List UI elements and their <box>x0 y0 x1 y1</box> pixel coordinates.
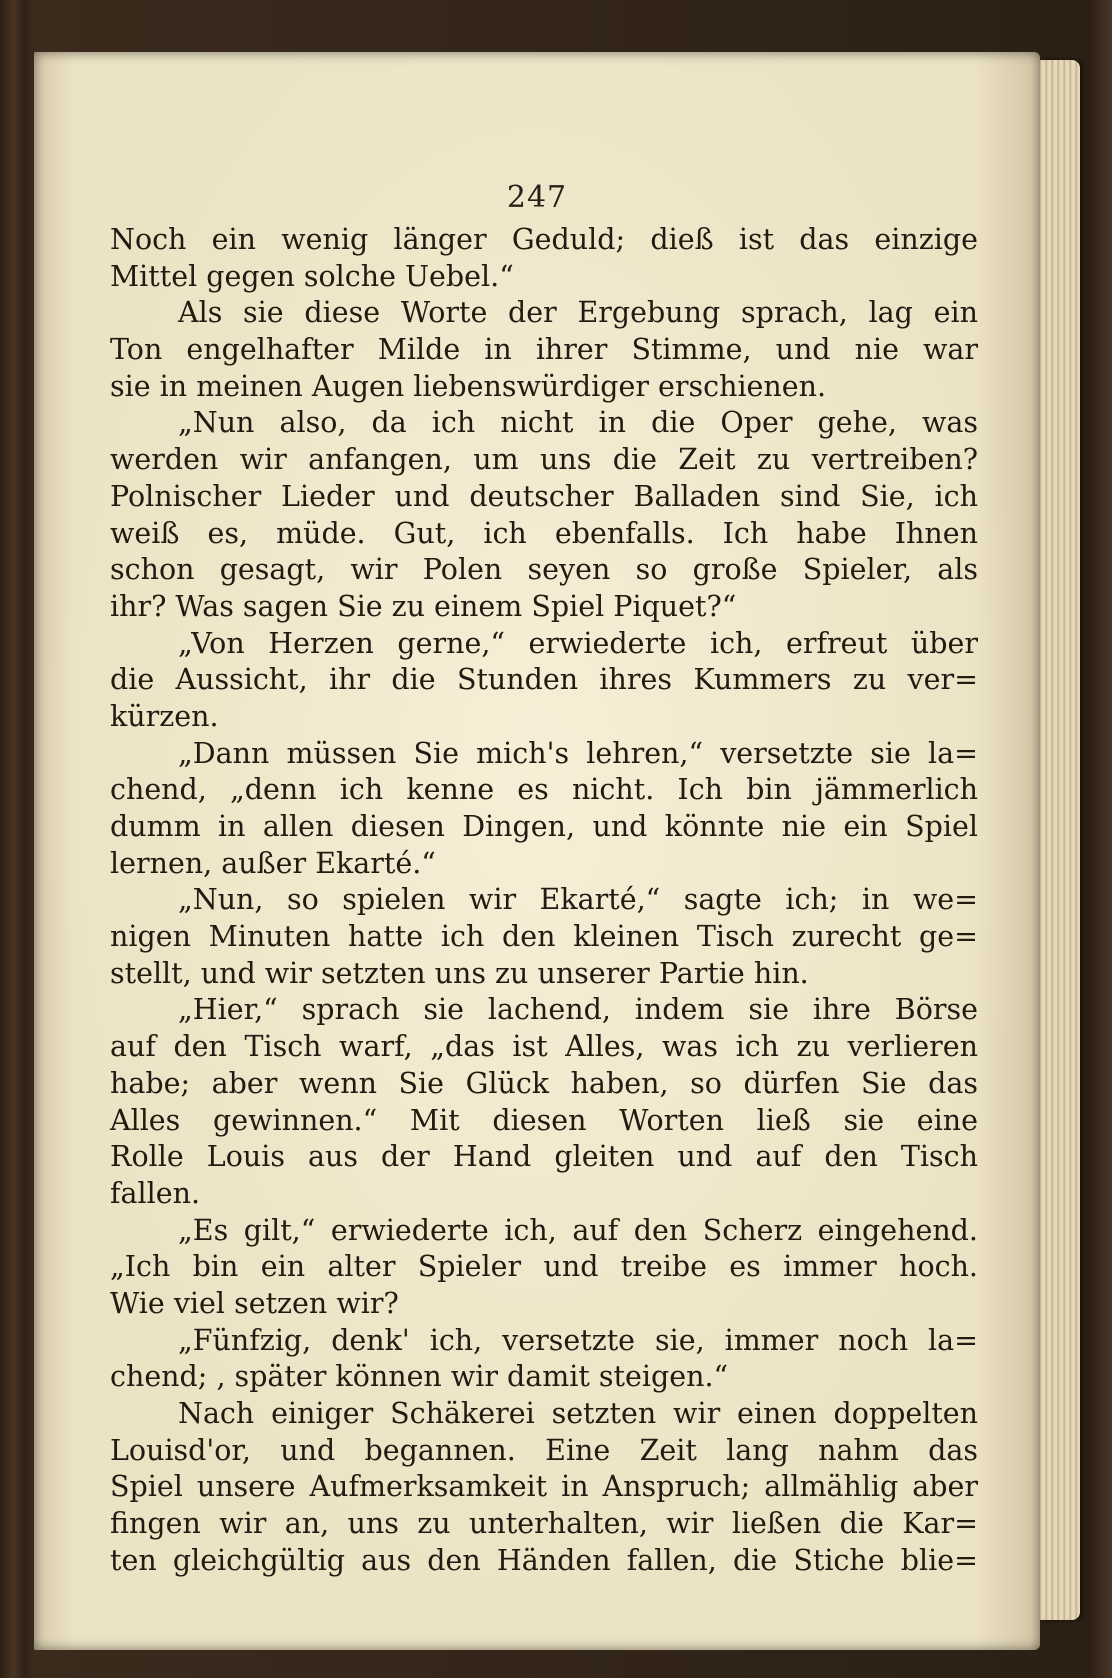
page-number: 247 <box>506 180 568 215</box>
text-line: auf den Tisch warf, „das ist Alles, was ich zu verlieren <box>110 1030 978 1064</box>
text-line: chend, „denn ich kenne es nicht. Ich bin jämmerlich <box>110 773 978 807</box>
text-line: „Fünfzig, denk' ich, versetzte sie, immer noch la= <box>178 1323 978 1357</box>
text-line: dumm in allen diesen Dingen, und könnte nie ein Spiel <box>110 810 978 843</box>
text-line: Polnischer Lieder und deutscher Balladen sind Sie, ich <box>110 479 978 513</box>
text-line: „Von Herzen gerne,“ erwiederte ich, erfreut über <box>178 626 978 660</box>
text-line: kürzen. <box>110 699 219 733</box>
text-line: „Hier,“ sprach sie lachend, indem sie ihre Börse <box>178 993 978 1027</box>
text-line: ten gleichgültig aus den Händen fallen, die Stiche blie= <box>110 1543 978 1577</box>
text-line: Alles gewinnen.“ Mit diesen Worten ließ sie eine <box>110 1103 978 1137</box>
book-page <box>34 52 1040 1650</box>
text-line: „Es gilt,“ erwiederte ich, auf den Scherz eingehend. <box>178 1213 978 1247</box>
text-line: Spiel unsere Aufmerksamkeit in Anspruch; allmählig aber <box>110 1470 978 1504</box>
text-line: „Nun, so spielen wir Ekarté,“ sagte ich; in we= <box>178 883 978 917</box>
text-line: Ton engelhafter Milde in ihrer Stimme, und nie war <box>110 333 978 367</box>
text-line: weiß es, müde. Gut, ich ebenfalls. Ich habe Ihnen <box>110 516 978 550</box>
text-line: Louisd'or, und begannen. Eine Zeit lang nahm das <box>110 1433 978 1467</box>
text-line: Wie viel setzen wir? <box>110 1286 399 1320</box>
text-line: Nach einiger Schäkerei setzten wir einen doppelten <box>178 1397 978 1430</box>
text-line: chend; , später können wir damit steigen.“ <box>110 1360 729 1394</box>
text-line: „Nun also, da ich nicht in die Oper gehe, was <box>178 406 978 440</box>
text-line: lernen, außer Ekarté.“ <box>110 846 436 880</box>
text-line: stellt, und wir setzten uns zu unserer Partie hin. <box>110 956 809 990</box>
text-line: „Ich bin ein alter Spieler und treibe es immer hoch. <box>110 1250 978 1284</box>
text-line: habe; aber wenn Sie Glück haben, so dürfen Sie das <box>110 1066 978 1100</box>
text-line: fingen wir an, uns zu unterhalten, wir ließen die Kar= <box>110 1507 978 1541</box>
text-line: „Dann müssen Sie mich's lehren,“ versetzte sie la= <box>178 736 978 770</box>
text-line: schon gesagt, wir Polen seyen so große Spieler, als <box>110 553 978 587</box>
text-line: die Aussicht, ihr die Stunden ihres Kummers zu ver= <box>110 663 978 697</box>
text-line: ihr? Was sagen Sie zu einem Spiel Piquet?“ <box>110 589 737 623</box>
text-line: fallen. <box>110 1176 201 1210</box>
text-line: nigen Minuten hatte ich den kleinen Tisch zurecht ge= <box>110 920 978 954</box>
text-line: Noch ein wenig länger Geduld; dieß ist das einzige <box>110 223 978 256</box>
text-line: werden wir anfangen, um uns die Zeit zu vertreiben? <box>110 443 978 477</box>
text-line: sie in meinen Augen liebenswürdiger erschienen. <box>110 369 827 403</box>
text-line: Mittel gegen solche Uebel.“ <box>110 259 514 293</box>
body-text <box>110 222 978 1579</box>
text-line: Als sie diese Worte der Ergebung sprach, lag ein <box>178 296 978 330</box>
text-line: Rolle Louis aus der Hand gleiten und auf den Tisch <box>110 1140 978 1174</box>
